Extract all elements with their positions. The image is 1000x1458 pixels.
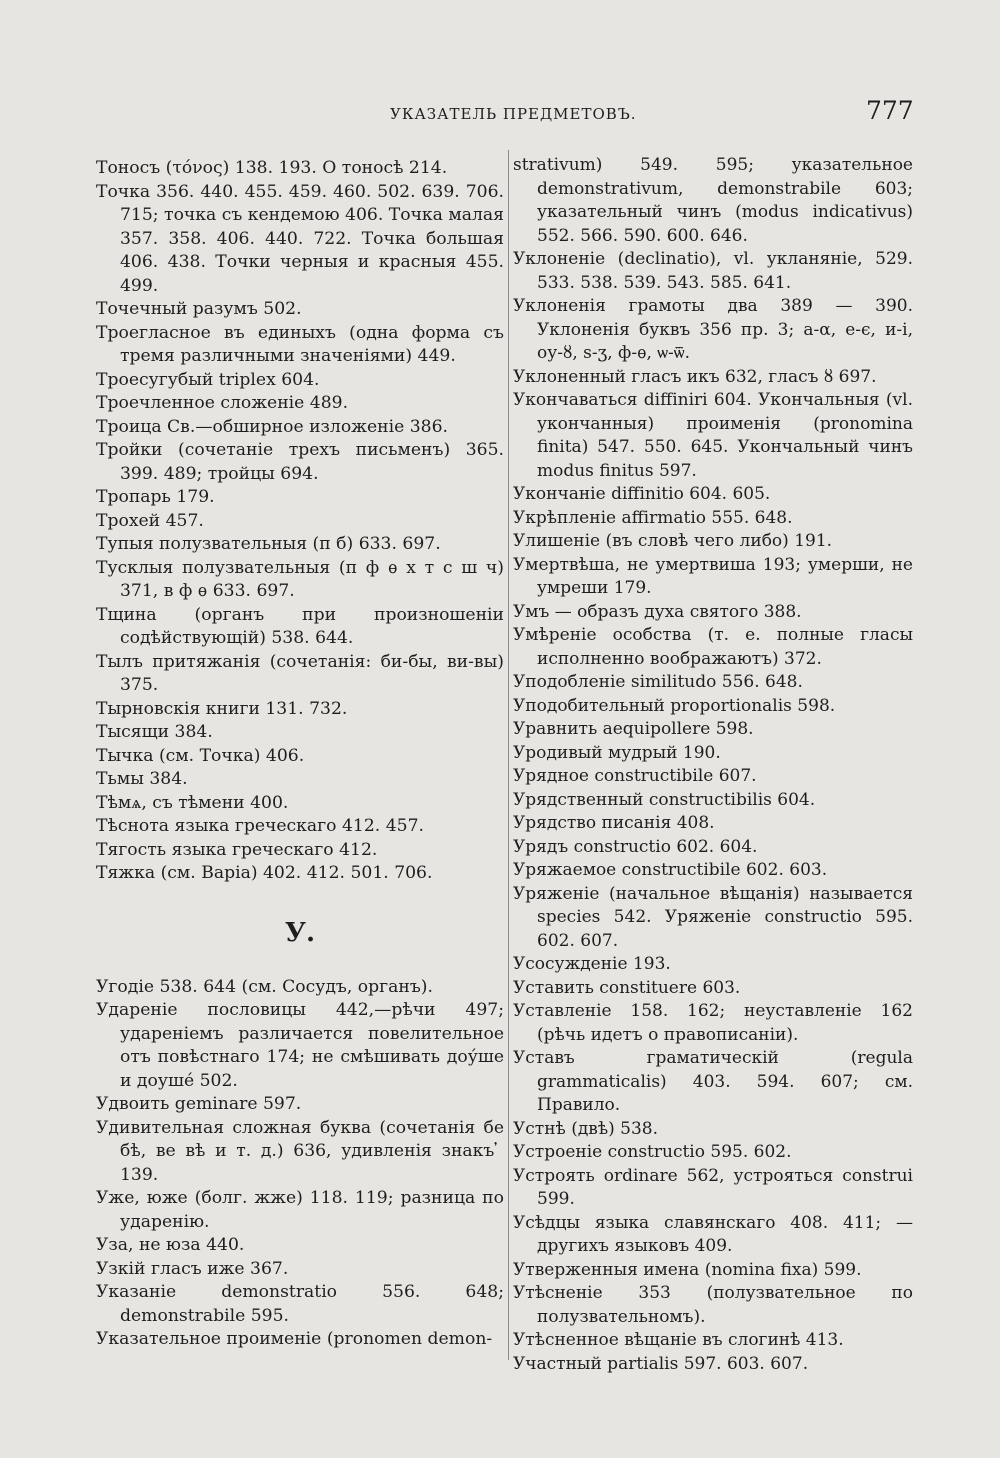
index-entry: Усѣдцы языка славянскаго 408. 411; — другихъ языковъ 409. — [513, 1212, 913, 1256]
index-entry: Троесугубый triplex 604. — [96, 369, 320, 390]
index-entry: Тоносъ (τόνος) 138. 193. О тоносѣ 214. — [96, 158, 448, 178]
index-entry: Участный partialis 597. 603. 607. — [513, 1353, 809, 1374]
index-entry: Точка 356. 440. 455. 459. 460. 502. 639. 706. 715; точка съ кендемою 406. Точка малая 357. 358. 406. 440. 722. Точка большая 406. 438. Точки черныя и красныя 455. 499. — [96, 181, 505, 296]
index-entry: Удареніе пословицы 442,—рѣчи 497; удареніемъ различается повелительное отъ повѣстнаго 174; не смѣшивать доу́ше и доуше́ 502. — [96, 1000, 504, 1091]
index-entry: Уставленіе 158. 162; неуставленіе 162 (рѣчь идетъ о правописаніи). — [513, 1001, 913, 1045]
right-column — [513, 154, 913, 1376]
index-entry: Умертвѣша, не умертвиша 193; умерши, не умреши 179. — [513, 554, 913, 598]
index-entry: Утверженныя имена (nomina fixa) 599. — [513, 1259, 862, 1280]
page-number: 777 — [866, 96, 914, 125]
index-entry: Уряженіе (начальное вѣщанія) называется species 542. Уряженіе constructio 595. 602. 607. — [513, 883, 913, 951]
index-entry: Умѣреніе особства (т. е. полные гласы исполненно воображаютъ) 372. — [513, 625, 913, 669]
index-entry: Уклоненіе (declinatio), vl. укланяніе, 529. 533. 538. 539. 543. 585. 641. — [513, 249, 913, 293]
index-entry: Уродивый мудрый 190. — [513, 742, 721, 763]
index-entry: Уклоненія грамоты два 389 — 390. Уклоненія буквъ 356 пр. 3; а-α, е-є, и-і, оу-ȣ, s-ʒ, ф-ѳ, ѡ-ѿ. — [513, 296, 913, 363]
section-heading: У. — [284, 917, 316, 948]
index-entry: Уподобительный proportionalis 598. — [513, 695, 836, 716]
index-entry: Тѣснота языка греческаго 412. 457. — [96, 816, 424, 836]
index-entry: Укончаніе diffinitio 604. 605. — [513, 484, 771, 504]
index-entry: Троица Св.—обширное изложеніе 386. — [96, 416, 449, 437]
index-entry: Указательное проименіе (pronomen demon- — [96, 1329, 493, 1349]
index-entry: Тусклыя полузвательныя (п ф ѳ х т с ш ч) 371, в ф ѳ 633. 697. — [96, 557, 504, 601]
index-entry: Уподобленіе similitudo 556. 648. — [513, 672, 803, 692]
index-entry: Уже, юже (болг. жже) 118. 119; разница по ударенію. — [96, 1188, 504, 1232]
left-column — [96, 157, 504, 1352]
index-entry: Укончаваться diffiniri 604. Укончальныя (vl. укончанныя) проименія (pronomina finita) 547. 550. 645. Укончальный чинъ modus finitus 597. — [513, 390, 913, 481]
index-entry: Тягость языка греческаго 412. — [96, 839, 378, 860]
index-entry: Тѣмѧ, съ тѣмени 400. — [96, 792, 289, 813]
index-entry: Тысящи 384. — [96, 722, 213, 742]
index-entry: Уставъ граматическій (regula grammaticalis) 403. 594. 607; см. Правило. — [513, 1048, 913, 1115]
index-entry: Тупыя полузвательныя (п б) 633. 697. — [96, 534, 441, 554]
index-entry: Угодіе 538. 644 (см. Сосудъ, органъ). — [96, 976, 433, 997]
index-entry: Указаніе demonstratio 556. 648; demonstrabile 595. — [96, 1282, 504, 1326]
index-entry: Узкій гласъ иже 367. — [96, 1258, 289, 1279]
index-entry: Урядство писанія 408. — [513, 813, 715, 833]
running-title: УКАЗАТЕЛЬ ПРЕДМЕТОВЪ. — [390, 105, 637, 123]
index-entry: Тройки (сочетаніе трехъ письменъ) 365. 399. 489; тройцы 694. — [96, 440, 504, 484]
index-entry: Усосужденіе 193. — [513, 954, 671, 974]
index-entry: Удвоить geminare 597. — [96, 1094, 302, 1114]
index-entry: Устроять ordinare 562, устрояться construi 599. — [513, 1165, 913, 1209]
index-entry: Тылъ притяжанія (сочетанія: би-бы, ви-вы) 375. — [96, 651, 504, 695]
index-entry: Тропарь 179. — [96, 487, 215, 507]
index-entry: Урядственный constructibilis 604. — [513, 789, 816, 810]
index-entry: Уставить constituere 603. — [513, 977, 741, 998]
index-entry: Умъ — образъ духа святого 388. — [513, 601, 802, 622]
index-entry: Точечный разумъ 502. — [96, 299, 302, 319]
index-entry: Уравнить aequipollere 598. — [513, 719, 754, 739]
index-entry: Утѣсненіе 353 (полузвательное по полузвательномъ). — [513, 1283, 913, 1327]
index-entry: Укрѣпленіе affirmatio 555. 648. — [513, 507, 793, 528]
index-entry: Тьмы 384. — [96, 769, 188, 789]
index-entry: Тычка (см. Точка) 406. — [96, 745, 305, 766]
index-entry: strativum) 549. 595; указательное demonstrativum, demonstrabile 603; указательный чинъ (modus indicativus) 552. 566. 590. 600. 646. — [513, 155, 913, 246]
index-entry: Тщина (органъ при произношеніи содѣйствующій) 538. 644. — [96, 604, 504, 648]
index-entry: Троегласное въ единыхъ (одна форма съ тремя различными значеніями) 449. — [96, 322, 504, 366]
index-entry: Устроеніе constructio 595. 602. — [513, 1142, 792, 1162]
column-divider — [508, 150, 509, 1360]
index-entry: Трохей 457. — [96, 510, 204, 531]
index-entry: Урядъ constructio 602. 604. — [513, 836, 758, 857]
index-entry: Уклоненный гласъ икъ 632, гласъ ȣ 697. — [513, 366, 877, 387]
index-entry: Уза, не юза 440. — [96, 1235, 245, 1255]
index-entry: Удивительная сложная буква (сочетанія бе бѣ, ве вѣ и т. д.) 636, удивленія знакъ ̓ 139. — [96, 1117, 504, 1185]
index-entry: Утѣсненное вѣщаніе въ слогинѣ 413. — [513, 1330, 844, 1350]
index-entry: Тяжка (см. Варіа) 402. 412. 501. 706. — [96, 863, 433, 883]
index-entry: Урядное constructibile 607. — [513, 766, 757, 786]
index-entry: Тырновскія книги 131. 732. — [96, 698, 348, 719]
index-entry: Уряжаемое constructibile 602. 603. — [513, 860, 828, 880]
index-entry: Устнѣ (двѣ) 538. — [513, 1118, 659, 1139]
index-entry: Улишеніе (въ словѣ чего либо) 191. — [513, 531, 833, 551]
index-entry: Троечленное сложеніе 489. — [96, 393, 349, 413]
